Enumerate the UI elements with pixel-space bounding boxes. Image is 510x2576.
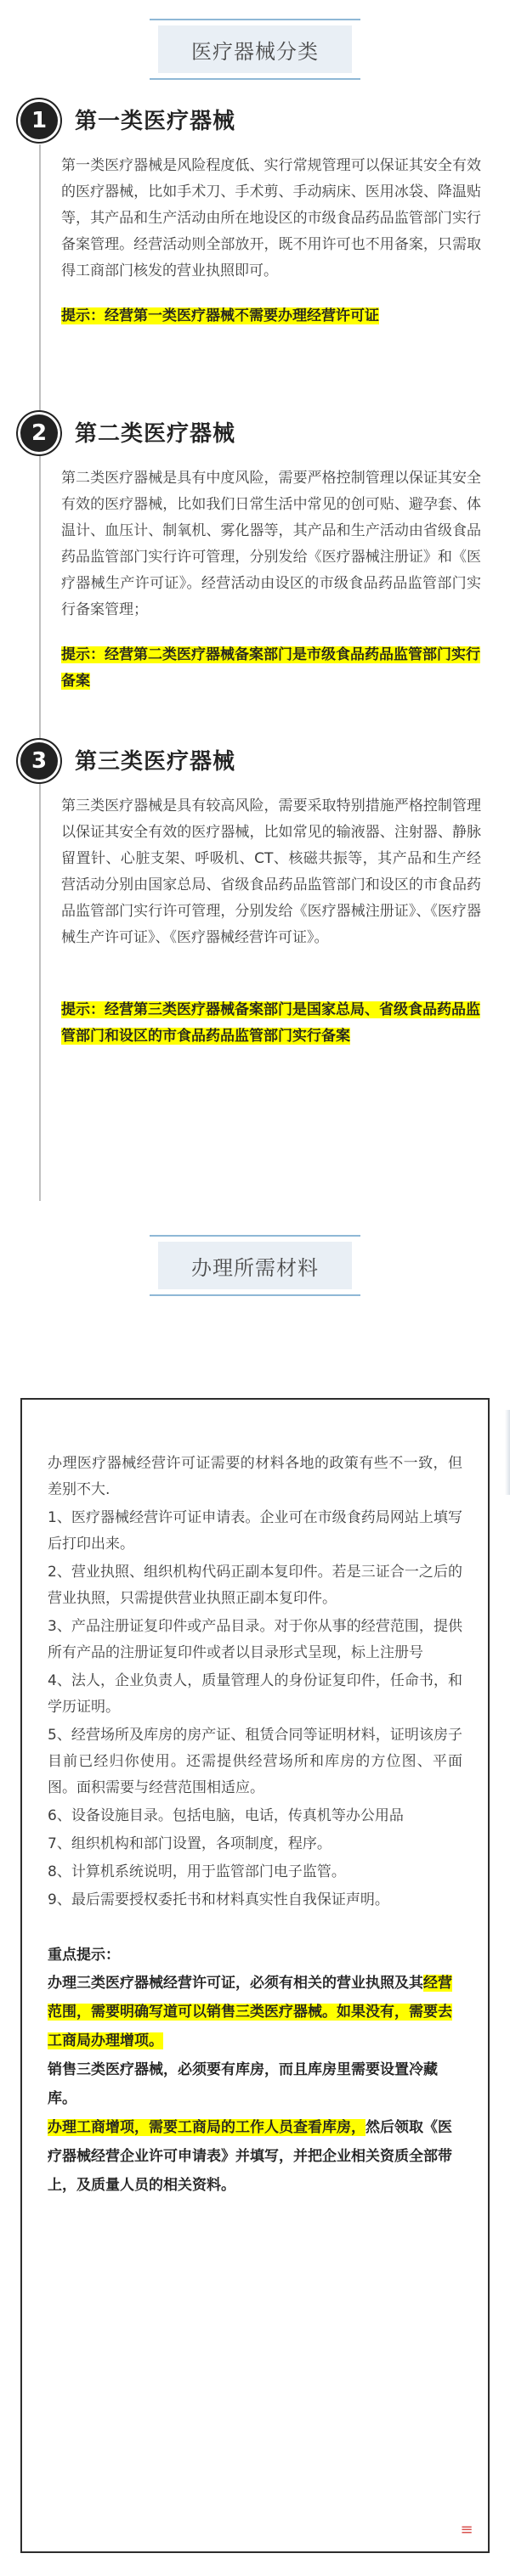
- tip-highlight: 提示：经营第三类医疗器械备案部门是国家总局、省级食品药品监管部门和设区的市食品药品监管部门实行备案: [61, 1001, 480, 1045]
- materials-item: 6、设备设施目录。包括电脑，电话，传真机等办公用品: [48, 1807, 404, 1824]
- class-body: [39, 785, 490, 1201]
- materials-item: 4、法人，企业负责人，质量管理人的身份证复印件，任命书，和学历证明。: [48, 1672, 462, 1716]
- materials-item: 7、组织机构和部门设置，各项制度，程序。: [48, 1835, 332, 1852]
- number-3-icon: 3: [20, 742, 58, 780]
- header-bottom-rule: [150, 1294, 360, 1296]
- class-heading: [20, 97, 490, 144]
- header-bottom-rule: [150, 78, 360, 80]
- class-tip: [61, 303, 481, 330]
- class-tip: [61, 642, 481, 695]
- materials-item: 5、经营场所及库房的房产证、租赁合同等证明材料，证明该房子目前已经归你使用。还需提供经营场所和库房的方位图、平面图。面积需要与经营范围相适应。: [48, 1727, 462, 1796]
- key-tip-1-highlight: 经营范围，需要明确写道可以销售三类医疗器械。如果没有，需要去工商局办理增项。: [48, 1975, 452, 2049]
- materials-intro: 办理医疗器械经营许可证需要的材料各地的政策有些不一致，但差别不大.: [48, 1455, 462, 1498]
- class-title: 第二类医疗器械: [75, 421, 236, 447]
- page-edge-shadow: [505, 1410, 510, 1495]
- number-1-icon: 1: [20, 102, 58, 139]
- class-tip: [61, 997, 481, 1050]
- class-section-2: [20, 409, 490, 792]
- materials-item: 3、产品注册证复印件或产品目录。对于你从事的经营范围，提供所有产品的注册证复印件或者以目录形式呈现，标上注册号: [48, 1618, 462, 1661]
- materials-header: [150, 1235, 360, 1296]
- class-heading: [20, 409, 490, 457]
- materials-item: 2、营业执照、组织机构代码正副本复印件。若是三证合一之后的营业执照，只需提供营业执照正副本复印件。: [48, 1564, 462, 1607]
- classification-header: [150, 19, 360, 80]
- key-tip-1: [48, 1969, 462, 2055]
- class-description: 第三类医疗器械是具有较高风险，需要采取特别措施严格控制管理以保证其安全有效的医疗器械，比如常见的输液器、注射器、静脉留置针、心脏支架、呼吸机、CT、核磁共振等，其产品和生产经营活动分别由国家总局、省级食品药品监管部门和设区的市食品药品监管部门实行许可管理，分别发给《医疗器械注册证》、《医疗器械生产许可证》、《医疗器械经营许可证》。: [61, 798, 481, 946]
- class-description: 第一类医疗器械是风险程度低、实行常规管理可以保证其安全有效的医疗器械，比如手术刀、手术剪、手动病床、医用冰袋、降温贴等，其产品和生产活动由所在地设区的市级食品药品监管部门实行备案管理。经营活动则全部放开，既不用许可也不用备案，只需取得工商部门核发的营业执照即可。: [61, 157, 481, 279]
- materials-item: 1、医疗器械经营许可证申请表。企业可在市级食药局网站上填写后打印出来。: [48, 1509, 462, 1553]
- key-tip-3-plain: 然后领取《医疗器械经营企业许可申请表》并填写，并把企业相关资质全部带上，及质量人员的相关资料。: [48, 2119, 452, 2194]
- materials-content: [48, 1451, 462, 2200]
- classification-title: 医疗器械分类: [158, 25, 352, 73]
- key-tip-3-highlight: 办理工商增项，需要工商局的工作人员查看库房，: [48, 2119, 366, 2136]
- header-top-rule: [150, 1235, 360, 1237]
- number-2-icon: 2: [20, 414, 58, 452]
- key-tip-1-plain: 办理三类医疗器械经营许可证，必须有相关的营业执照及其: [48, 1975, 423, 1992]
- key-tip-title: 重点提示：: [48, 1947, 120, 1964]
- key-tip-2: 销售三类医疗器械，必须要有库房，而且库房里需要设置冷藏库。: [48, 2061, 438, 2107]
- class-title: 第三类医疗器械: [75, 749, 236, 775]
- class-heading: [20, 737, 490, 785]
- decorative-mark-icon: ≡: [460, 2521, 473, 2539]
- key-tip-3: [48, 2113, 462, 2200]
- tip-highlight: 提示：经营第一类医疗器械不需要办理经营许可证: [61, 307, 379, 324]
- materials-frame: [20, 1398, 490, 2553]
- materials-item: 9、最后需要授权委托书和材料真实性自我保证声明。: [48, 1891, 389, 1908]
- class-title: 第一类医疗器械: [75, 109, 236, 134]
- tip-highlight: 提示：经营第二类医疗器械备案部门是市级食品药品监管部门实行备案: [61, 646, 480, 690]
- materials-title: 办理所需材料: [158, 1242, 352, 1289]
- class-section-3: [20, 737, 490, 1201]
- materials-item: 8、计算机系统说明，用于监管部门电子监管。: [48, 1863, 346, 1880]
- class-description: 第二类医疗器械是具有中度风险，需要严格控制管理以保证其安全有效的医疗器械，比如我们日常生活中常见的创可贴、避孕套、体温计、血压计、制氧机、雾化器等，其产品和生产活动由省级食品药品监管部门实行许可管理，分别发给《医疗器械注册证》和《医疗器械生产许可证》。经营活动由设区的市级食品药品监管部门实行备案管理；: [61, 470, 481, 618]
- header-top-rule: [150, 19, 360, 20]
